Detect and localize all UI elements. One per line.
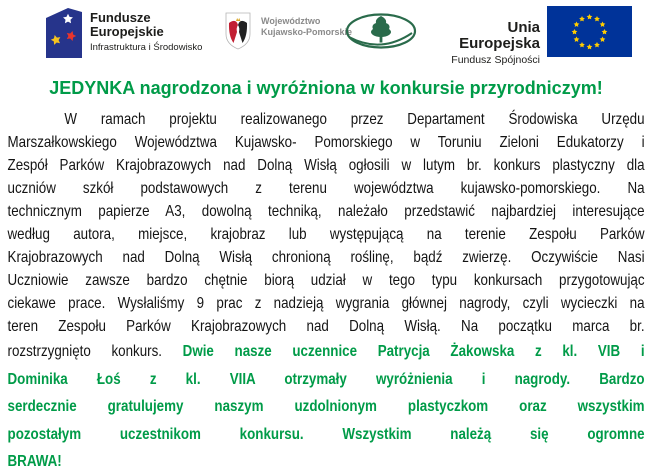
ue-logo-text (425, 6, 540, 66)
body-line (0, 315, 652, 338)
coat-of-arms-icon (225, 12, 251, 50)
body-line (0, 269, 652, 292)
body-text: Uczniowie zawsze bardzo chętnie biorą udział w tego typu konkursach przygotowując (7, 272, 645, 289)
fe-subtitle: Infrastruktura i Środowisko (90, 42, 203, 53)
wojewodztwo-text (261, 12, 352, 50)
body-text: Krajobrazowych nad Dolną Wisłą chronioną roślinę, bądź zwierzę. Oczywiście Nasi (7, 249, 645, 266)
award-announcement-text: pozostałym uczestnikom konkursu. Wszystkim należą się ogromne (7, 425, 645, 443)
body-line (0, 393, 652, 421)
body-line (0, 177, 652, 200)
article-body (0, 108, 652, 466)
tree-ellipse-icon (345, 12, 417, 52)
ue-subtitle: Fundusz Spójności (451, 54, 540, 66)
body-text: uczniów szkół podstawowych z terenu województwa kujawsko-pomorskiego. Na (7, 180, 645, 197)
body-line (0, 366, 652, 394)
award-announcement-text: Dwie nasze uczennice Patrycja Żakowska z kl. VIB i (182, 343, 645, 360)
body-line (0, 154, 652, 177)
fe-flag-icon (46, 6, 82, 58)
ue-title: Unia Europejska (459, 19, 540, 52)
fe-logo-text (90, 6, 202, 58)
body-line (0, 421, 652, 449)
unia-europejska-logo (425, 6, 632, 66)
logo-header (0, 0, 652, 66)
body-text: Marszałkowskiego Województwa Kujawsko- Pomorskiego w Toruniu Zieloni Edukatorzy i (7, 134, 645, 151)
body-line (0, 223, 652, 246)
body-text: teren Zespołu Parków Krajobrazowych nad Dolną Wisłą. Na początku marca br. (7, 318, 645, 335)
body-line (0, 108, 652, 131)
award-announcement-text: serdecznie gratulujemy naszym uzdolnionym plastyczkom oraz wszystkim (7, 398, 645, 415)
body-text: ciekawe prace. Wysłaliśmy 9 prac z nadzieją wygrania głównej nagrody, czyli wycieczki na (7, 295, 645, 312)
body-text: technicznym papierze A3, dowolną techniką, należało przedstawić najbardziej interesujące (7, 203, 645, 220)
body-line (0, 292, 652, 315)
body-line (0, 338, 652, 366)
award-announcement-text: Dominika Łoś z kl. VIIA otrzymały wyróżnienia i nagrody. Bardzo (7, 370, 645, 388)
wojewodztwo-logo (225, 12, 352, 50)
body-text: rozstrzygnięto konkurs. (7, 343, 183, 360)
fe-title-line2: Europejskie (90, 24, 164, 39)
award-announcement-text: BRAWA! (7, 453, 62, 466)
wojewodztwo-line1: Województwo (261, 16, 321, 26)
eu-flag-icon (547, 6, 632, 57)
fe-title-line1: Fundusze (90, 10, 151, 25)
body-text: W ramach projektu realizowanego przez Departament Środowiska Urzędu (64, 111, 645, 128)
body-line (0, 200, 652, 223)
parki-krajobrazowe-logo (345, 12, 417, 57)
fundusze-europejskie-logo (46, 6, 202, 58)
body-text: Zespół Parków Krajobrazowych nad Dolną Wisłą ogłosili w lutym br. konkurs plastyczny dla (7, 157, 645, 174)
wojewodztwo-line2: Kujawsko-Pomorskie (261, 27, 353, 37)
body-line (0, 246, 652, 269)
body-text: według autora, miejsce, krajobraz lub występującą na terenie Zespołu Parków (7, 226, 645, 243)
body-line (0, 131, 652, 154)
page-title: JEDYNKA nagrodzona i wyróżniona w konkursie przyrodniczym! (49, 78, 603, 98)
body-line (0, 448, 652, 466)
